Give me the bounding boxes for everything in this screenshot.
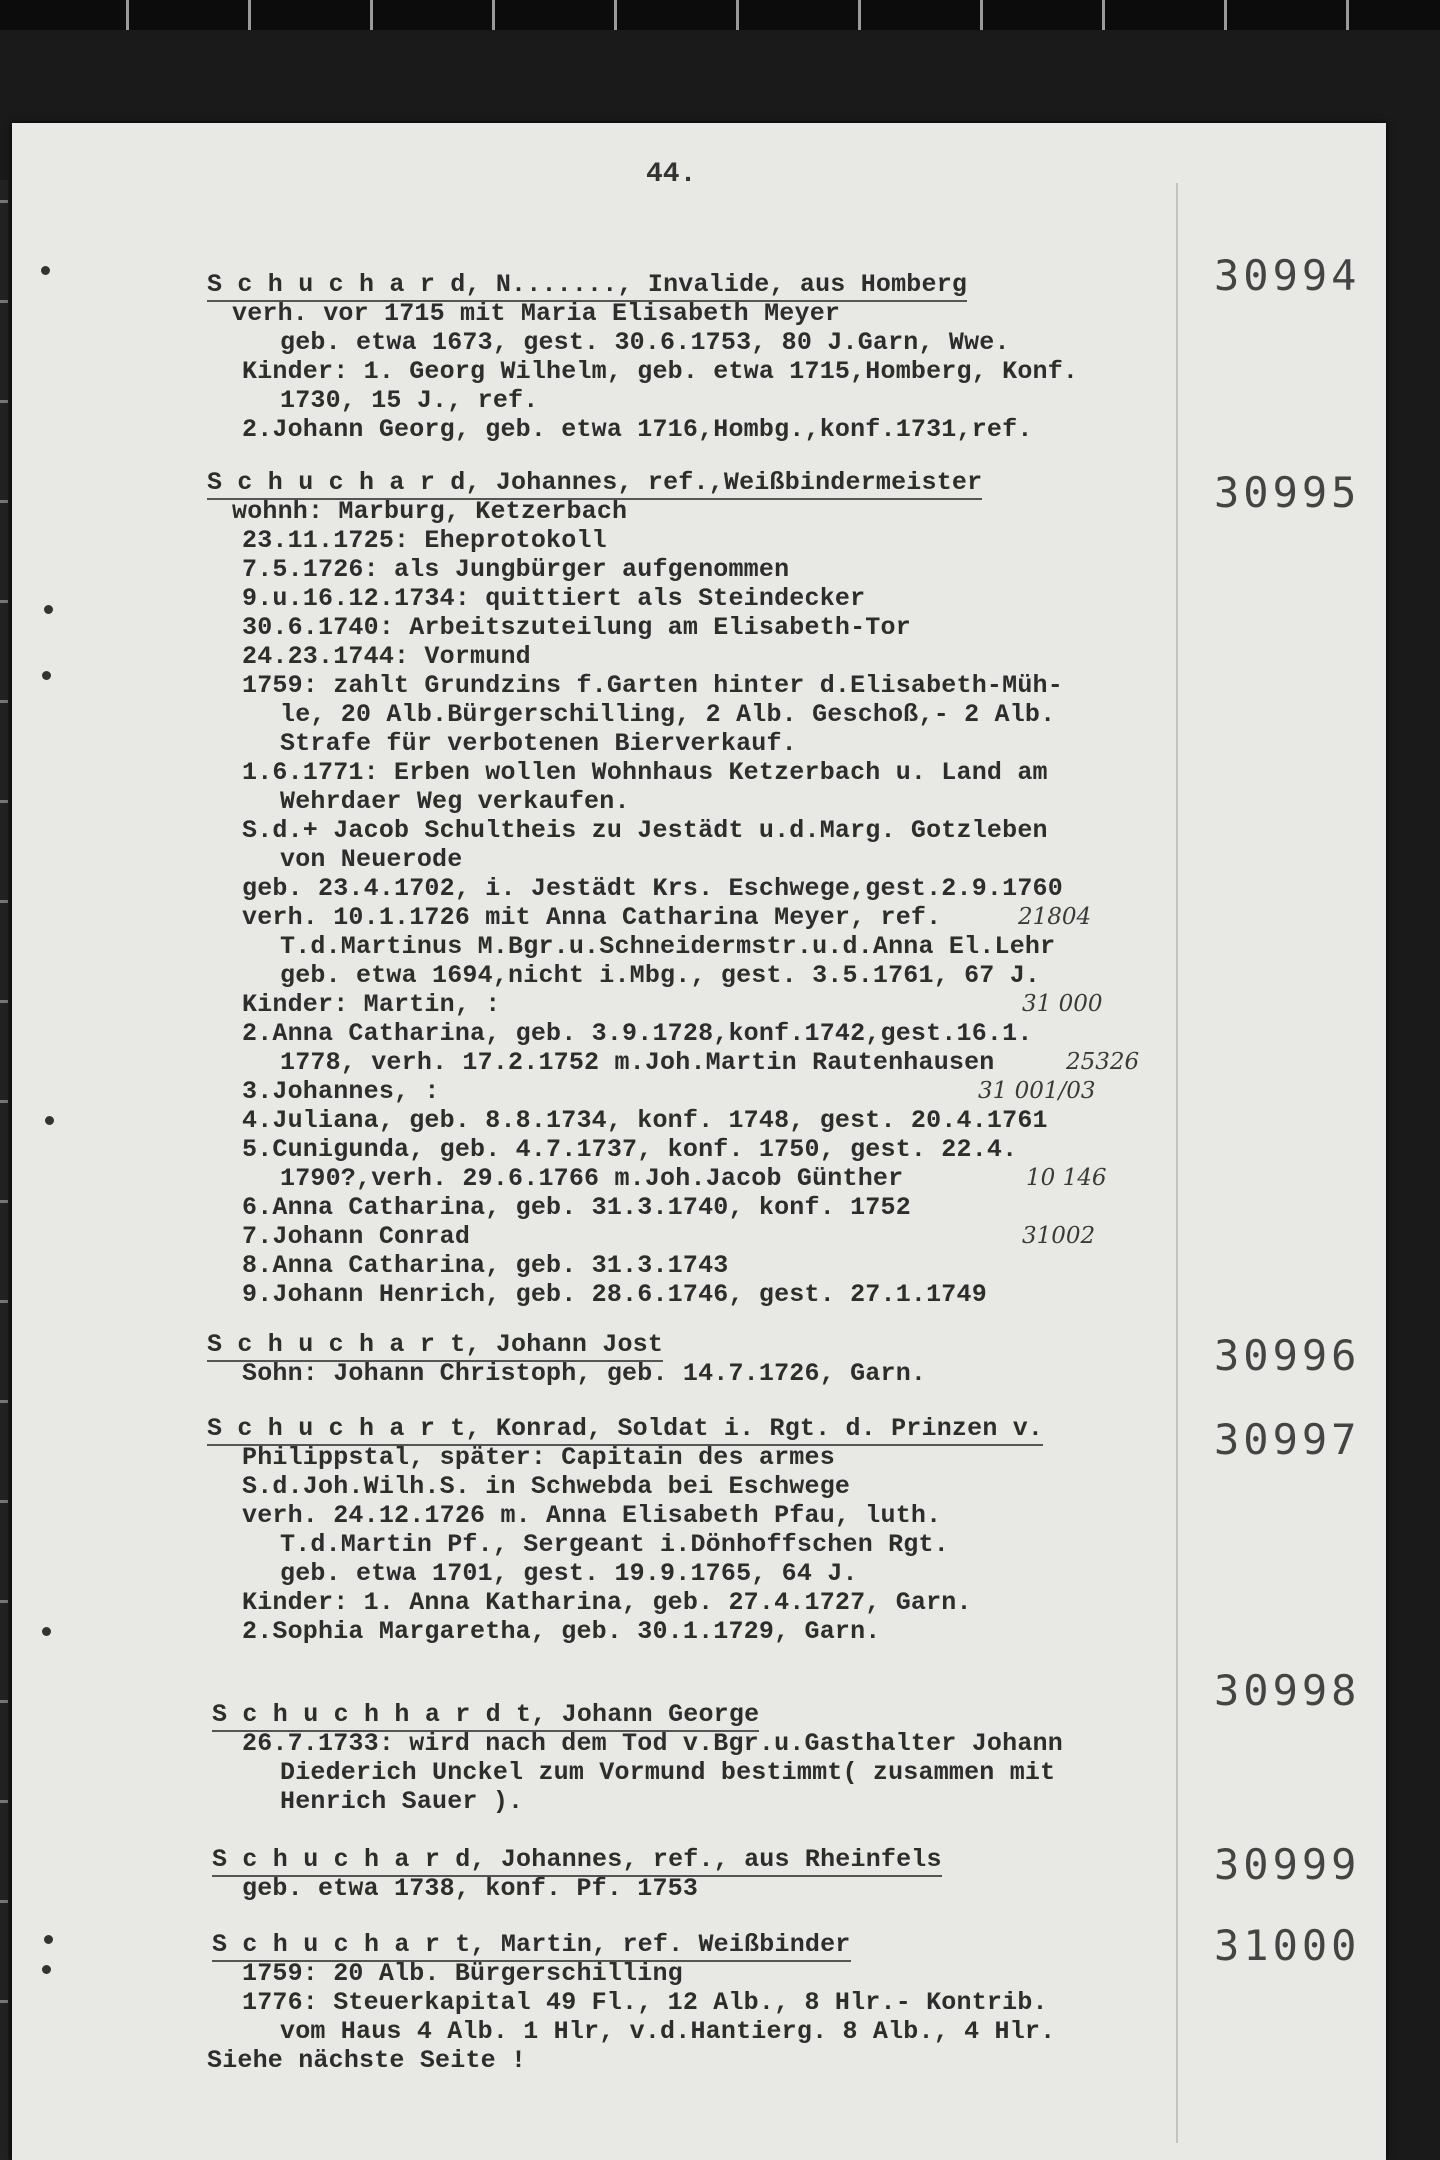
record-line: verh. 10.1.1726 mit Anna Catharina Meyer, ref. — [242, 903, 942, 932]
record-number: 30996 — [1214, 1331, 1361, 1380]
record-line: 8.Anna Catharina, geb. 31.3.1743 — [242, 1251, 729, 1280]
record-number: 30997 — [1214, 1415, 1361, 1464]
surname-underline: S c h u c h a r t, Johann Jost — [207, 1330, 663, 1362]
record-number: 31000 — [1214, 1921, 1361, 1970]
record-number: 30994 — [1214, 251, 1361, 300]
record-heading — [212, 1701, 759, 1729]
handwritten-note: 21804 — [1018, 904, 1092, 930]
record-line: 5.Cunigunda, geb. 4.7.1737, konf. 1750, gest. 22.4. — [242, 1135, 1018, 1164]
record-heading — [207, 1415, 1043, 1443]
record-line: 24.23.1744: Vormund — [242, 642, 531, 671]
record-number: 30998 — [1214, 1666, 1361, 1715]
record-line: 30.6.1740: Arbeitszuteilung am Elisabeth-Tor — [242, 613, 911, 642]
punch-hole — [44, 605, 53, 614]
surname-underline: S c h u c h a r d, N......., Invalide, aus Homberg — [207, 270, 967, 302]
punch-hole — [44, 1935, 53, 1944]
record-line: T.d.Martin Pf., Sergeant i.Dönhoffschen Rgt. — [280, 1530, 949, 1559]
record-line: 2.Sophia Margaretha, geb. 30.1.1729, Garn. — [242, 1617, 881, 1646]
handwritten-note: 31002 — [1022, 1223, 1096, 1249]
record-line: 1.6.1771: Erben wollen Wohnhaus Ketzerbach u. Land am — [242, 758, 1048, 787]
record-line: geb. 23.4.1702, i. Jestädt Krs. Eschwege,gest.2.9.1760 — [242, 874, 1063, 903]
record-line: 3.Johannes, : — [242, 1077, 440, 1106]
handwritten-note: 25326 — [1066, 1049, 1140, 1075]
scanner-left-strip — [0, 180, 8, 2160]
record-number: 30999 — [1214, 1840, 1361, 1889]
record-line: vom Haus 4 Alb. 1 Hlr, v.d.Hantierg. 8 Alb., 4 Hlr. — [280, 2017, 1056, 2046]
record-line: Siehe nächste Seite ! — [207, 2046, 527, 2075]
surname-underline: S c h u c h a r d, Johannes, ref.,Weißbindermeister — [207, 468, 982, 500]
surname-underline: S c h u c h a r t, Martin, ref. Weißbinder — [212, 1930, 851, 1962]
record-line: Diederich Unckel zum Vormund bestimmt( zusammen mit — [280, 1758, 1056, 1787]
record-heading — [207, 1331, 663, 1359]
record-line: le, 20 Alb.Bürgerschilling, 2 Alb. Geschoß,- 2 Alb. — [280, 700, 1056, 729]
record-heading — [212, 1846, 942, 1874]
record-line: geb. etwa 1694,nicht i.Mbg., gest. 3.5.1761, 67 J. — [280, 961, 1041, 990]
record-line: 9.u.16.12.1734: quittiert als Steindecker — [242, 584, 866, 613]
page-number: 44. — [646, 159, 697, 190]
record-line: Kinder: 1. Anna Katharina, geb. 27.4.1727, Garn. — [242, 1588, 972, 1617]
record-line: S.d.Joh.Wilh.S. in Schwebda bei Eschwege — [242, 1472, 851, 1501]
handwritten-note: 31 000 — [1022, 991, 1103, 1017]
record-line: 1776: Steuerkapital 49 Fl., 12 Alb., 8 Hlr.- Kontrib. — [242, 1988, 1048, 2017]
record-line: 7.5.1726: als Jungbürger aufgenommen — [242, 555, 790, 584]
record-line: 1790?,verh. 29.6.1766 m.Joh.Jacob Günther — [280, 1164, 904, 1193]
record-line: geb. etwa 1673, gest. 30.6.1753, 80 J.Garn, Wwe. — [280, 328, 1010, 357]
punch-hole — [41, 266, 50, 275]
handwritten-note: 10 146 — [1026, 1165, 1107, 1191]
document-page — [12, 123, 1386, 2160]
record-line: Philippstal, später: Capitain des armes — [242, 1443, 835, 1472]
punch-hole — [42, 1627, 51, 1636]
punch-hole — [42, 1965, 51, 1974]
punch-hole — [45, 1116, 54, 1125]
record-line: 7.Johann Conrad — [242, 1222, 471, 1251]
record-heading — [207, 469, 982, 497]
record-line: wohnh: Marburg, Ketzerbach — [232, 497, 628, 526]
record-line: 1759: 20 Alb. Bürgerschilling — [242, 1959, 683, 1988]
record-line: 23.11.1725: Eheprotokoll — [242, 526, 607, 555]
record-number: 30995 — [1214, 468, 1361, 517]
record-line: Kinder: Martin, : — [242, 990, 501, 1019]
record-line: Henrich Sauer ). — [280, 1787, 524, 1816]
surname-underline: S c h u c h a r d, Johannes, ref., aus Rheinfels — [212, 1845, 942, 1877]
record-line: Strafe für verbotenen Bierverkauf. — [280, 729, 797, 758]
surname-underline: S c h u c h a r t, Konrad, Soldat i. Rgt. d. Prinzen v. — [207, 1414, 1043, 1446]
scanner-top-strip — [0, 0, 1440, 30]
handwritten-note: 31 001/03 — [978, 1078, 1096, 1104]
record-line: 9.Johann Henrich, geb. 28.6.1746, gest. 27.1.1749 — [242, 1280, 987, 1309]
record-line: 1778, verh. 17.2.1752 m.Joh.Martin Rautenhausen — [280, 1048, 995, 1077]
record-line: Sohn: Johann Christoph, geb. 14.7.1726, Garn. — [242, 1359, 927, 1388]
record-line: verh. 24.12.1726 m. Anna Elisabeth Pfau, luth. — [242, 1501, 942, 1530]
record-line: 4.Juliana, geb. 8.8.1734, konf. 1748, gest. 20.4.1761 — [242, 1106, 1048, 1135]
record-line: T.d.Martinus M.Bgr.u.Schneidermstr.u.d.Anna El.Lehr — [280, 932, 1056, 961]
record-line: von Neuerode — [280, 845, 463, 874]
record-line: 1730, 15 J., ref. — [280, 386, 539, 415]
record-line: 1759: zahlt Grundzins f.Garten hinter d.Elisabeth-Müh- — [242, 671, 1063, 700]
punch-hole — [42, 671, 51, 680]
record-line: geb. etwa 1738, konf. Pf. 1753 — [242, 1874, 699, 1903]
record-line: Wehrdaer Weg verkaufen. — [280, 787, 630, 816]
record-line: 2.Anna Catharina, geb. 3.9.1728,konf.1742,gest.16.1. — [242, 1019, 1033, 1048]
record-line: 26.7.1733: wird nach dem Tod v.Bgr.u.Gasthalter Johann — [242, 1729, 1063, 1758]
record-heading — [207, 271, 967, 299]
record-line: 2.Johann Georg, geb. etwa 1716,Hombg.,konf.1731,ref. — [242, 415, 1033, 444]
record-line: Kinder: 1. Georg Wilhelm, geb. etwa 1715,Homberg, Konf. — [242, 357, 1079, 386]
record-line: geb. etwa 1701, gest. 19.9.1765, 64 J. — [280, 1559, 858, 1588]
record-line: S.d.+ Jacob Schultheis zu Jestädt u.d.Marg. Gotzleben — [242, 816, 1048, 845]
record-line: 6.Anna Catharina, geb. 31.3.1740, konf. 1752 — [242, 1193, 911, 1222]
surname-underline: S c h u c h h a r d t, Johann George — [212, 1700, 759, 1732]
record-line: verh. vor 1715 mit Maria Elisabeth Meyer — [232, 299, 841, 328]
record-heading — [212, 1931, 851, 1959]
margin-rule — [1176, 183, 1178, 2143]
